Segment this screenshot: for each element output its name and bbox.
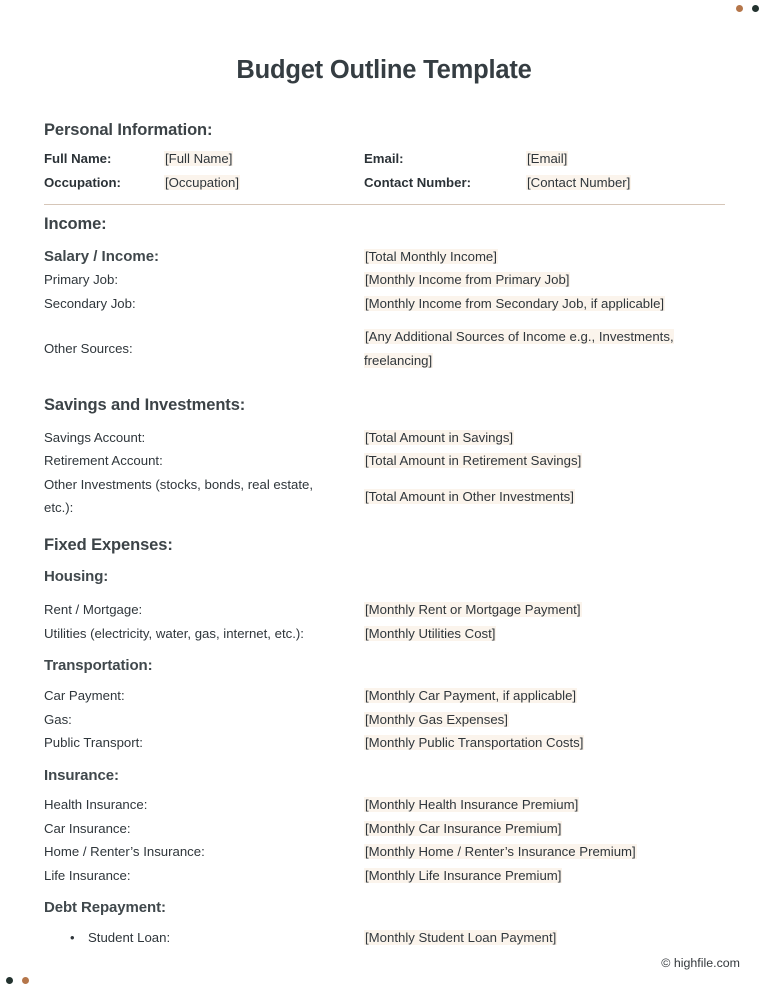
field-value-contact-number[interactable]: [Contact Number]: [527, 174, 631, 190]
row-label-salary-income: Salary / Income:: [44, 247, 160, 265]
row-value-primary-job[interactable]: [Monthly Income from Primary Job]: [365, 272, 570, 288]
row-label-life-insurance: Life Insurance:: [44, 867, 131, 883]
savings-rows: [44, 426, 724, 473]
footer-copyright: © highfile.com: [661, 956, 740, 970]
row-value-life-insurance[interactable]: [Monthly Life Insurance Premium]: [365, 867, 562, 883]
row-label-secondary-job: Secondary Job:: [44, 295, 136, 311]
row-label-savings-account: Savings Account:: [44, 429, 146, 445]
row-label-home-renters-insurance: Home / Renter’s Insurance:: [44, 844, 205, 860]
personal-information-grid: [44, 147, 724, 195]
row-value-public-transport[interactable]: [Monthly Public Transportation Costs]: [365, 735, 584, 751]
savings-other-investments-row: [44, 473, 724, 520]
row-label-public-transport: Public Transport:: [44, 735, 143, 751]
row-label-car-insurance: Car Insurance:: [44, 820, 131, 836]
field-label-full-name: Full Name:: [44, 150, 112, 166]
housing-rows: [44, 598, 724, 645]
income-rows: [44, 245, 724, 316]
row-value-retirement-account[interactable]: [Total Amount in Retirement Savings]: [365, 453, 582, 469]
page-title: Budget Outline Template: [236, 56, 532, 84]
row-label-gas: Gas:: [44, 711, 72, 727]
debt-repayment-rows: [44, 926, 724, 950]
row-value-health-insurance[interactable]: [Monthly Health Insurance Premium]: [365, 797, 579, 813]
section-heading-savings-and-investments: Savings and Investments:: [44, 396, 246, 415]
insurance-rows: [44, 793, 724, 887]
section-income: [44, 215, 724, 372]
section-personal-information: [44, 121, 724, 195]
row-value-other-investments[interactable]: [Total Amount in Other Investments]: [365, 488, 574, 504]
row-label-rent-mortgage: Rent / Mortgage:: [44, 602, 143, 618]
section-heading-income: Income:: [44, 214, 107, 233]
field-label-contact-number: Contact Number:: [364, 174, 471, 190]
row-value-rent-mortgage[interactable]: [Monthly Rent or Mortgage Payment]: [365, 602, 581, 618]
subsection-heading-housing: Housing:: [44, 567, 109, 585]
row-label-car-payment: Car Payment:: [44, 688, 125, 704]
row-label-student-loan: • Student Loan:: [44, 926, 364, 950]
row-label-retirement-account: Retirement Account:: [44, 453, 163, 469]
subsection-heading-insurance: Insurance:: [44, 766, 119, 784]
field-label-occupation: Occupation:: [44, 174, 121, 190]
row-label-other-investments: Other Investments (stocks, bonds, real estate, etc.):: [44, 476, 313, 516]
subsection-heading-debt-repayment: Debt Repayment:: [44, 899, 166, 917]
row-label-utilities: Utilities (electricity, water, gas, internet, etc.):: [44, 625, 304, 641]
section-heading-fixed-expenses: Fixed Expenses:: [44, 535, 173, 554]
section-heading-personal-information: Personal Information:: [44, 121, 213, 139]
subsection-heading-transportation: Transportation:: [44, 657, 153, 675]
row-label-health-insurance: Health Insurance:: [44, 797, 148, 813]
row-value-savings-account[interactable]: [Total Amount in Savings]: [365, 429, 514, 445]
row-value-salary-income[interactable]: [Total Monthly Income]: [365, 248, 497, 264]
row-value-gas[interactable]: [Monthly Gas Expenses]: [365, 711, 508, 727]
field-value-full-name[interactable]: [Full Name]: [165, 150, 233, 166]
row-value-car-payment[interactable]: [Monthly Car Payment, if applicable]: [365, 688, 577, 704]
transportation-rows: [44, 684, 724, 755]
row-label-other-sources: Other Sources:: [44, 341, 133, 357]
income-other-sources-row: [44, 325, 724, 372]
section-divider: [44, 204, 725, 205]
row-value-car-insurance[interactable]: [Monthly Car Insurance Premium]: [365, 820, 562, 836]
bullet-icon: •: [70, 930, 75, 946]
row-label-primary-job: Primary Job:: [44, 272, 119, 288]
row-value-utilities[interactable]: [Monthly Utilities Cost]: [365, 625, 496, 641]
field-value-email[interactable]: [Email]: [527, 150, 568, 166]
row-value-student-loan[interactable]: [Monthly Student Loan Payment]: [365, 930, 557, 946]
row-value-home-renters-insurance[interactable]: [Monthly Home / Renter’s Insurance Premium]: [365, 844, 636, 860]
field-value-occupation[interactable]: [Occupation]: [165, 174, 240, 190]
row-value-secondary-job[interactable]: [Monthly Income from Secondary Job, if applicable]: [365, 295, 665, 311]
field-label-email: Email:: [364, 150, 404, 166]
row-value-other-sources[interactable]: [Any Additional Sources of Income e.g., Investments, freelancing]: [364, 329, 674, 368]
section-savings-and-investments: [44, 396, 724, 520]
section-fixed-expenses: [44, 536, 724, 950]
